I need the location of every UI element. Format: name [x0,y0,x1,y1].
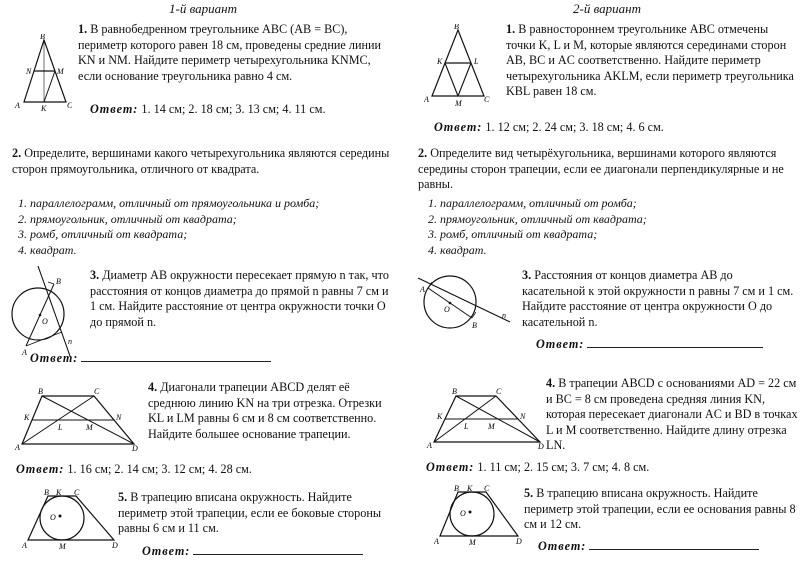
v2-task5-text: 5. В трапецию вписана окружность. Найдите периметр этой трапеции, если ее основания равны 8 см и 12 см. [524,486,796,532]
v1-task4-answer: Ответ: 1. 16 см; 2. 14 см; 3. 12 см; 4. 28 см. [16,462,252,476]
svg-text:K: K [467,484,473,493]
v1-task5-answer: Ответ: [142,543,363,559]
v2-task1-answer: Ответ: 1. 12 см; 2. 24 см; 3. 18 см; 4. 6 см. [434,120,664,134]
svg-text:D: D [538,442,544,450]
svg-text:N: N [116,413,122,422]
svg-text:M: M [59,542,66,550]
svg-text:A: A [427,441,432,450]
svg-text:O: O [50,513,56,522]
svg-text:B: B [38,387,43,396]
variant-1-column [8,0,398,577]
svg-text:A: A [15,443,20,452]
svg-text:K: K [437,57,443,66]
v2-task1-text: 1. В равностороннем треугольнике ABC отмечены точки K, L и M, которые являются серединами сторон AB, BC и AC соответственно. Найдите периметр четырехугольника AKLM, если периметр треугольника KBL равен 18 см. [506,22,794,99]
option-item: 1. параллелограмм, отличный от ромба; [428,196,637,210]
v2-task3-text: 3. Расстояния от концов диаметра AB до касательной к этой окружности n равны 7 см и 1 см. Найдите расстояние от центра окружности O до касательной n. [522,268,794,329]
svg-text:C: C [484,95,490,104]
svg-text:A: A [424,95,429,104]
answer-blank-line[interactable] [587,336,763,348]
svg-text:K: K [437,412,443,421]
svg-text:D: D [112,541,118,550]
v1-task3-answer: Ответ: [30,350,271,366]
svg-text:M: M [469,538,476,546]
v1-task5-text: 5. В трапецию вписана окружность. Найдите периметр этой трапеции, если ее боковые стороны равны 6 см и 11 см. [118,490,382,536]
svg-text:K: K [24,413,30,422]
v1-task1-answer: Ответ: 1. 14 см; 2. 18 см; 3. 13 см; 4. 11 см. [90,102,326,116]
svg-text:M: M [57,67,64,76]
svg-text:O: O [444,305,450,314]
svg-text:L: L [464,422,469,431]
variant-2-column [412,0,800,577]
svg-text:A: A [22,541,27,550]
svg-text:A: A [420,285,425,294]
option-item: 2. прямоугольник, отличный от квадрата; [18,211,237,226]
v2-task3-answer: Ответ: [536,336,763,352]
svg-text:K: K [56,488,62,497]
v2-task4-answer: Ответ: 1. 11 см; 2. 15 см; 3. 7 см; 4. 8 см. [426,460,650,474]
v1-task2-text: 2. Определите, вершинами какого четырехугольника являются середины сторон прямоугольника, отличного от квадрата. [12,146,390,176]
svg-text:B: B [454,484,459,493]
svg-text:L: L [474,57,479,66]
svg-text:O: O [42,317,48,326]
svg-text:C: C [496,387,502,396]
svg-text:n: n [68,337,72,346]
variant-2-header: 2-й вариант [573,1,641,16]
svg-text:n: n [502,311,506,320]
svg-text:O: O [460,509,466,518]
triangle-figure [14,34,72,112]
option-item: 2. прямоугольник, отличный от квадрата; [428,211,647,226]
inscribed-trapezoid-figure-v1 [22,488,118,550]
v2-task5-answer: Ответ: [538,538,759,554]
svg-text:C: C [67,101,72,110]
svg-text:L: L [58,423,63,432]
svg-text:N: N [26,67,32,76]
svg-text:K: K [41,104,47,112]
v2-task2-options [428,196,647,258]
svg-text:B: B [472,321,477,330]
trapezoid-figure-v2 [426,386,546,450]
svg-text:B: B [454,24,459,31]
circle-figure-v2 [416,268,512,338]
option-item: 3. ромб, отличный от квадрата; [18,227,188,242]
trapezoid-figure-v1 [12,384,142,452]
v1-task1-text: 1. В равнобедренном треугольнике ABC (AB = BC), периметр которого равен 18 см, проведены средние линии KN и NM. Найдите периметр четырехугольника KNMC, если основание треугольника равно 4 см. [78,22,382,83]
svg-text:B: B [56,277,61,286]
svg-text:C: C [484,484,490,493]
option-item: 1. параллелограмм, отличный от прямоугольника и ромба; [18,196,320,210]
triangle-figure-v2 [424,24,490,108]
svg-text:D: D [132,444,138,452]
svg-text:D: D [516,537,522,546]
svg-text:N: N [520,412,526,421]
answer-blank-line[interactable] [81,350,271,362]
svg-text:A: A [434,537,439,546]
v1-task2-options [18,196,319,258]
circle-figure-v1 [8,262,86,358]
v2-task2-text: 2. Определите вид четырёхугольника, вершинами которого являются середины сторон трапеции, если ее диагонали перпендикулярные и не равны. [418,146,784,192]
v1-task4-text: 4. Диагонали трапеции ABCD делят её среднюю линию KN на три отрезка. Отрезки KL и LM равны 6 см и 8 см соответственно. Найдите большее основание трапеции. [148,380,382,441]
svg-text:B: B [40,34,45,41]
inscribed-trapezoid-figure-v2 [434,484,524,546]
v1-task3-text: 3. Диаметр AB окружности пересекает прямую n так, что расстояния от концов диаметра до прямой n равны 7 см и 1 см. Найдите расстояние от центра окружности точки O до прямой n. [90,268,389,329]
svg-text:M: M [455,99,462,108]
svg-text:M: M [488,422,495,431]
answer-blank-line[interactable] [193,543,363,555]
option-item: 4. квадрат. [428,242,487,257]
answer-blank-line[interactable] [589,538,759,550]
svg-text:A: A [22,348,27,357]
svg-text:A: A [15,101,20,110]
variant-1-header: 1-й вариант [169,1,237,16]
svg-text:C: C [74,488,80,497]
svg-text:B: B [452,387,457,396]
option-item: 4. квадрат. [18,242,77,257]
option-item: 3. ромб, отличный от квадрата; [428,227,598,242]
svg-text:M: M [86,423,93,432]
svg-text:C: C [94,387,100,396]
svg-text:B: B [44,488,49,497]
v2-task4-text: 4. В трапеции ABCD с основаниями AD = 22 см и BC = 8 см проведена средняя линия KN, которая пересекает диагонали AC и BD в точках L и M соответственно. Найдите длину отрезка LN. [546,376,798,453]
